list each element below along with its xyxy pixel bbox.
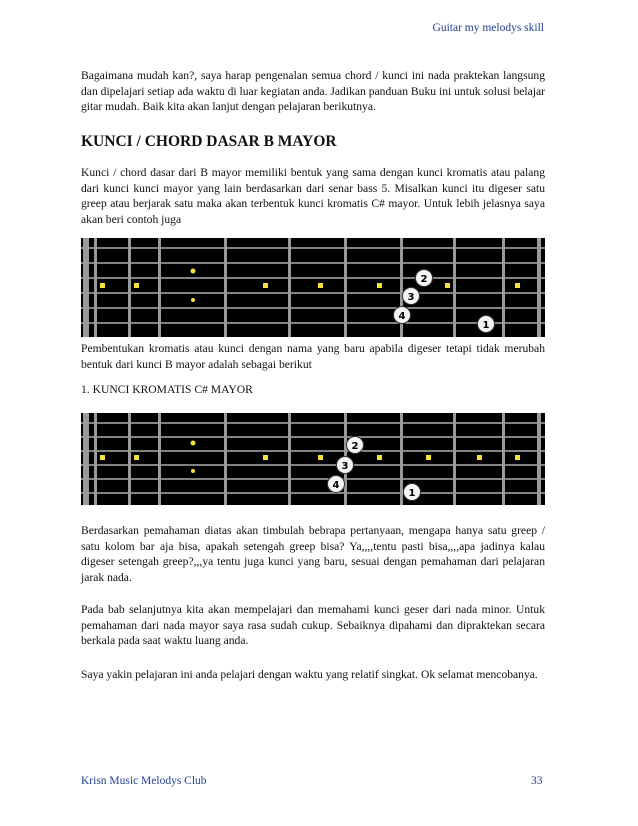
- footer-club-name: Krisn Music Melodys Club: [81, 775, 207, 787]
- finger-marker-3: [403, 288, 420, 305]
- finger-marker-2: [347, 437, 364, 454]
- fretboard-diagram-c-sharp-major: [81, 413, 545, 505]
- subsection-title: 1. KUNCI KROMATIS C# MAYOR: [81, 383, 253, 396]
- section-title: KUNCI / CHORD DASAR B MAYOR: [81, 133, 337, 150]
- intro-paragraph: Bagaimana mudah kan?, saya harap pengenalan semua chord / kunci ini nada praktekan langsung dan dipelajari setiap ada waktu di luar kegiatan anda. Jadikan panduan Buku ini untuk solusi belajar gitar mudah. Baik kita akan lanjut dengan pelajaran berikutnya.: [81, 69, 545, 114]
- after-diagram-paragraph: Pembentukan kromatis atau kunci dengan nama yang baru apabila digeser tetapi tidak merubah bentuk dari kunci B mayor adalah sebagai berikut: [81, 342, 545, 371]
- closing-paragraph: Saya yakin pelajaran ini anda pelajari dengan waktu yang relatif singkat. Ok selamat mencobanya.: [81, 668, 538, 681]
- svg-text:1: 1: [408, 488, 416, 499]
- running-header: Guitar my melodys skill: [432, 22, 544, 34]
- fretboard-diagram-b-major: [81, 238, 545, 337]
- section-body: Kunci / chord dasar dari B mayor memiliki bentuk yang sama dengan kunci kromatis atau palang dari kunci kunci mayor yang lain berdasarkan dari senar bass 5. Misalkan kunci itu digeser satu greep atau berjarak satu maka akan terbentuk kunci kromatis C# mayor. Untuk lebih jelasnya saya akan beri contoh juga: [81, 166, 545, 226]
- svg-text:3: 3: [341, 461, 349, 472]
- finger-marker-4: [394, 307, 411, 324]
- page-number: 33: [531, 775, 543, 787]
- svg-text:3: 3: [407, 292, 415, 303]
- svg-text:4: 4: [398, 311, 406, 322]
- svg-text:1: 1: [482, 320, 490, 331]
- finger-marker-2: [416, 270, 433, 287]
- next-chapter-paragraph: Pada bab selanjutnya kita akan mempelajari dan memahami kunci geser dari nada minor. Untuk pemahaman dari nada mayor saya rasa sudah cukup. Sebaiknya dipahami dan dipraktekan secara berkala pada saat waktu luang anda.: [81, 603, 545, 648]
- finger-marker-1: [404, 484, 421, 501]
- svg-text:2: 2: [420, 274, 428, 285]
- svg-text:4: 4: [332, 480, 340, 491]
- fretboard-background: [81, 238, 545, 337]
- finger-marker-1: [478, 316, 495, 333]
- fretboard-background: [81, 413, 545, 505]
- finger-marker-3: [337, 457, 354, 474]
- question-paragraph: Berdasarkan pemahaman diatas akan timbulah bebrapa pertanyaan, mengapa hanya satu greep / satu kolom bar aja bisa, apakah setengah greep bisa? Ya,,,,tentu pasti bisa,,,,apa jadinya kalau digeser setengah greep?,,,ya tentu juga kunci yang baru, sesuai dengan pemahaman dari pelajaran jarak nada.: [81, 524, 545, 584]
- svg-text:2: 2: [351, 441, 359, 452]
- finger-marker-4: [328, 476, 345, 493]
